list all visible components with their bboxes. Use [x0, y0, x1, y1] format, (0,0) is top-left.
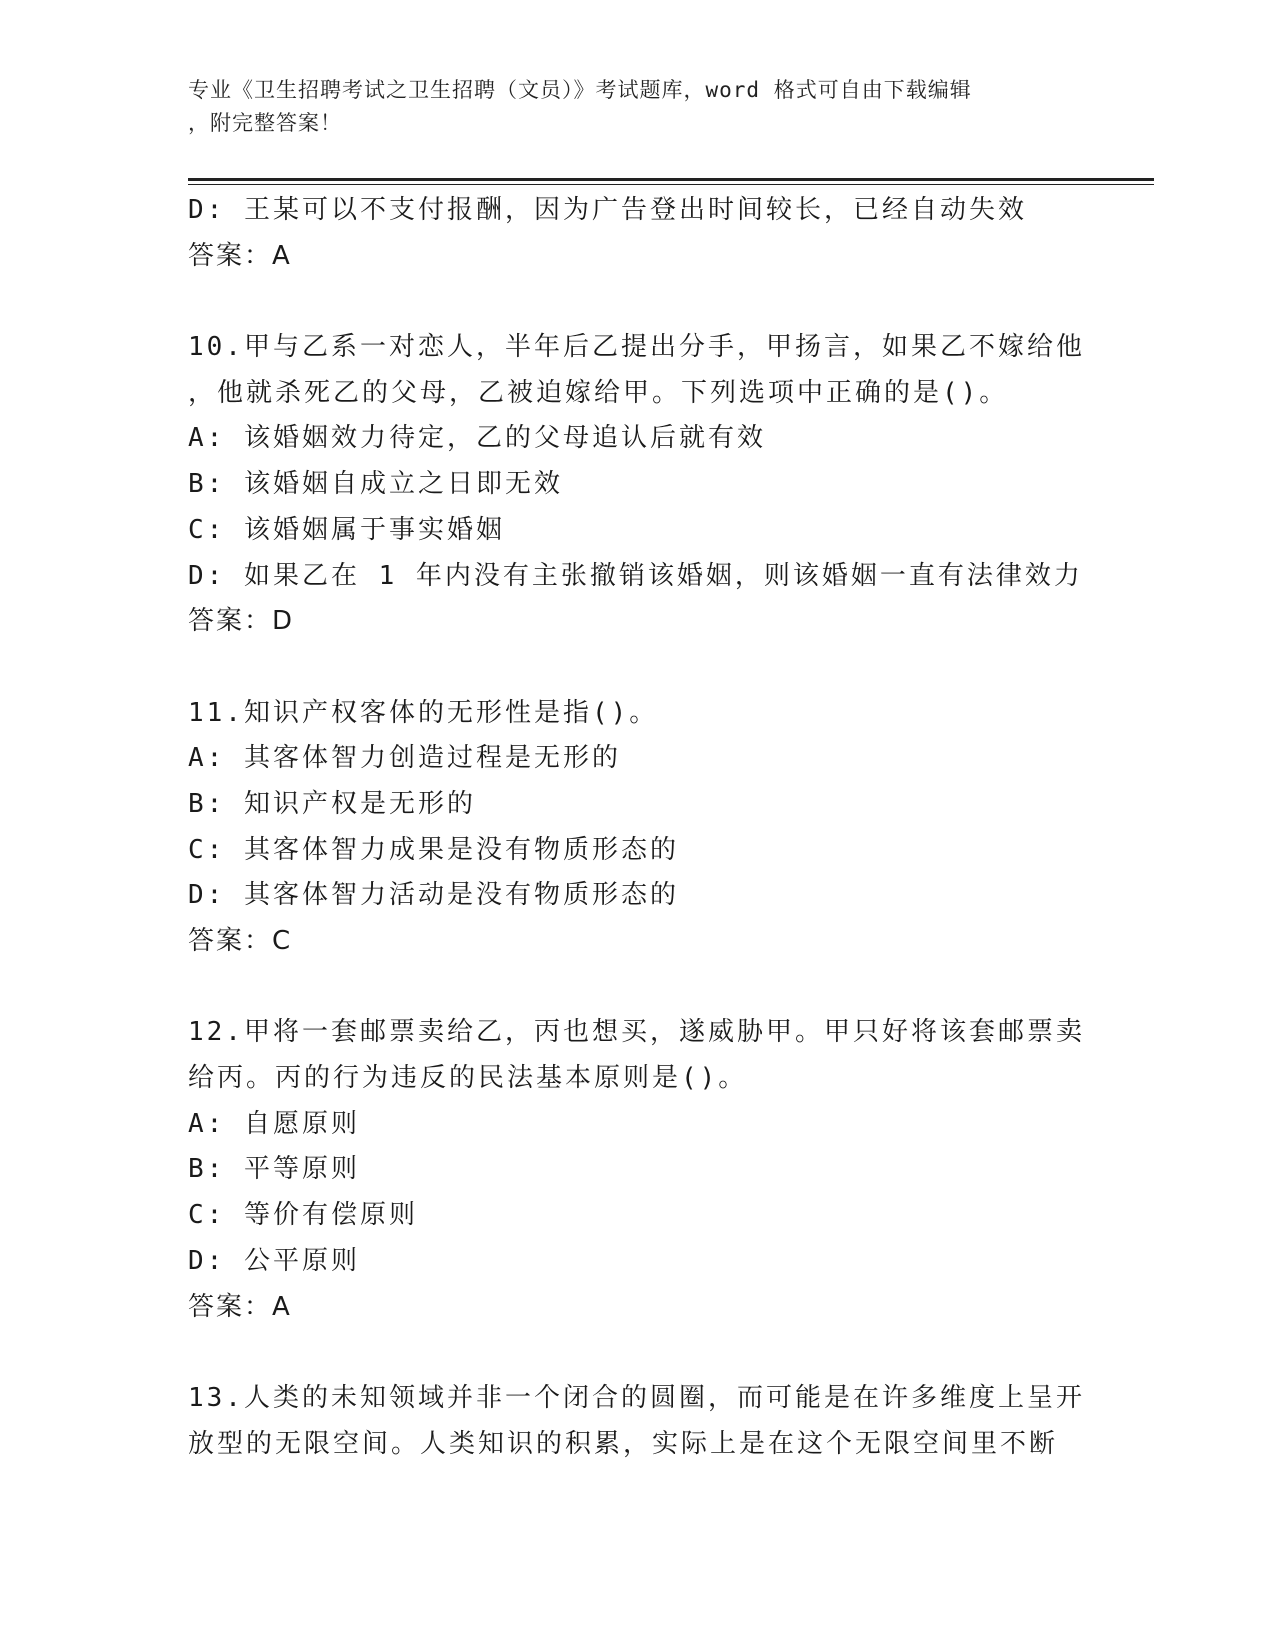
spacer	[188, 645, 1088, 691]
question-stem-continued: 放型的无限空间。人类知识的积累，实际上是在这个无限空间里不断	[188, 1428, 1059, 1459]
option-d: D: 其客体智力活动是没有物质形态的	[188, 880, 679, 911]
spacer	[188, 1330, 1088, 1376]
question-list	[188, 188, 1088, 1467]
option-b: B: 该婚姻自成立之日即无效	[188, 469, 563, 500]
option-c: C: 等价有偿原则	[188, 1200, 418, 1231]
option-c: C: 该婚姻属于事实婚姻	[188, 514, 505, 545]
question-stem: 13.人类的未知领域并非一个闭合的圆圈，而可能是在许多维度上呈开	[188, 1382, 1085, 1413]
question-13	[188, 1376, 1088, 1467]
header-line-1: 专业《卫生招聘考试之卫生招聘（文员）》考试题库，word 格式可自由下载编辑	[188, 78, 972, 102]
option-c: C: 其客体智力成果是没有物质形态的	[188, 834, 679, 865]
option-a: A: 该婚姻效力待定，乙的父母追认后就有效	[188, 423, 766, 454]
question-stem-continued: 给丙。丙的行为违反的民法基本原则是()。	[188, 1063, 748, 1094]
question-9-fragment	[188, 188, 1088, 279]
spacer	[188, 965, 1088, 1011]
question-stem-continued: ，他就杀死乙的父母，乙被迫嫁给甲。下列选项中正确的是()。	[188, 377, 1009, 408]
question-11	[188, 691, 1088, 965]
option-d: D: 王某可以不支付报酬，因为广告登出时间较长，已经自动失效	[188, 195, 1027, 225]
spacer	[188, 279, 1088, 325]
question-stem: 11.知识产权客体的无形性是指()。	[188, 697, 659, 728]
answer-line: 答案：C	[188, 926, 293, 956]
header-line-2: ，附完整答案！	[188, 111, 342, 135]
header-divider-thin	[188, 184, 1154, 185]
option-d: D: 公平原则	[188, 1245, 360, 1276]
question-10	[188, 325, 1088, 645]
answer-line: 答案：A	[188, 1291, 292, 1322]
option-a: A: 其客体智力创造过程是无形的	[188, 743, 621, 774]
question-12	[188, 1010, 1088, 1330]
option-b: B: 平等原则	[188, 1154, 360, 1185]
option-b: B: 知识产权是无形的	[188, 788, 476, 819]
option-a: A: 自愿原则	[188, 1108, 360, 1139]
header-divider-thick	[188, 178, 1154, 181]
question-stem: 12.甲将一套邮票卖给乙，丙也想买，遂威胁甲。甲只好将该套邮票卖	[188, 1017, 1085, 1048]
document-header	[188, 74, 1068, 140]
answer-line: 答案：A	[188, 240, 292, 271]
option-d: D: 如果乙在 1 年内没有主张撤销该婚姻，则该婚姻一直有法律效力	[188, 560, 1083, 591]
answer-line: 答案：D	[188, 606, 295, 637]
question-stem: 10.甲与乙系一对恋人，半年后乙提出分手，甲扬言，如果乙不嫁给他	[188, 332, 1085, 363]
